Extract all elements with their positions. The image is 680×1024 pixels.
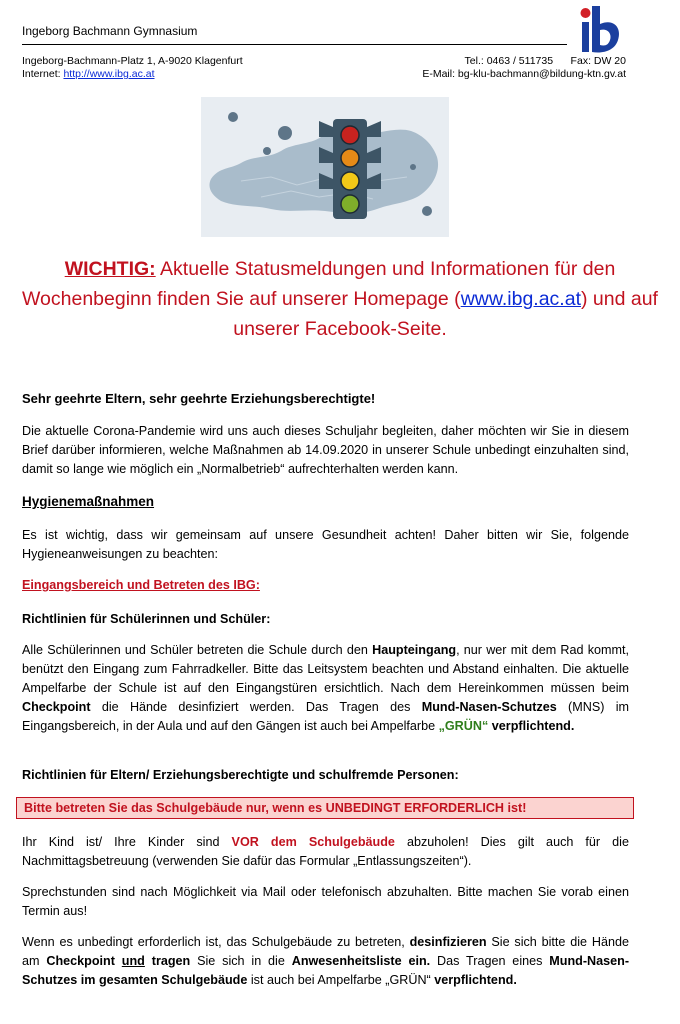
entry-text-2: Sie sich bitte die Hände am [22, 935, 629, 968]
school-address: Ingeborg-Bachmann-Platz 1, A-9020 Klagenfurt [22, 55, 243, 67]
email-address: E-Mail: bg-klu-bachmann@bildung-ktn.gv.at [422, 68, 626, 80]
mns-text: Mund-Nasen-Schutzes [421, 700, 557, 714]
entry-text-1: Wenn es unbedingt erforderlich ist, das Schulgebäude zu betreten, [22, 935, 410, 949]
entry-verpflichtend-text: verpflichtend. [434, 973, 517, 987]
pickup-text-2: abzuholen! Dies gilt auch für die Nachmittagsbetreuung (verwenden Sie dafür das Formular „Entlassungszeiten“). [22, 835, 629, 868]
notice-text-2: ) und auf unserer Facebook-Seite. [233, 288, 658, 340]
intro-paragraph: Die aktuelle Corona-Pandemie wird uns auch dieses Schuljahr begleiten, daher möchten wir Sie in diesem Brief darüber informieren, welche Maßnahmen ab 14.09.2020 in unserer Schule unbedingt einzuhalten sind, damit so lange wie möglich ein „Normalbetrieb“ aufrechterhalten werden kann. [22, 424, 629, 476]
pickup-text-1: Ihr Kind ist/ Ihre Kinder sind [22, 835, 232, 849]
verpflichtend-text: verpflichtend. [491, 719, 575, 733]
important-notice [20, 254, 660, 344]
anwesenheitsliste-text: Anwesenheitsliste ein. [291, 954, 431, 968]
parents-heading: Richtlinien für Eltern/ Erziehungsberechtigte und schulfremde Personen: [22, 768, 459, 782]
wichtig-label: WICHTIG: [64, 258, 156, 280]
internet-line [22, 68, 155, 81]
header-divider [22, 44, 567, 45]
gruen-text: „GRÜN“ [438, 719, 489, 733]
entry-checkpoint-text: Checkpoint [46, 954, 115, 968]
consultation-paragraph: Sprechstunden sind nach Möglichkeit via Mail oder telefonisch abzuhalten. Bitte machen Sie vorab einen Termin aus! [22, 885, 629, 918]
haupteingang-text: Haupteingang [372, 643, 457, 657]
tragen-text: tragen [151, 954, 191, 968]
hygiene-paragraph: Es ist wichtig, dass wir gemeinsam auf unsere Gesundheit achten! Daher bitten wir Sie, folgende Hygieneanweisungen zu beachten: [22, 528, 629, 561]
checkpoint-text: Checkpoint [22, 700, 91, 714]
school-logo [578, 2, 622, 56]
students-heading: Richtlinien für Schülerinnen und Schüler: [22, 612, 271, 626]
und-text: und [121, 954, 145, 968]
pickup-red-text: VOR dem Schulgebäude [231, 835, 395, 849]
entrance-heading: Eingangsbereich und Betreten des IBG: [22, 578, 260, 592]
students-text-2: , nur wer mit dem Rad kommt, benützt den Eingang zum Fahrradkeller. Bitte das Leitsystem beachten und Abstand einhalten. Die aktuelle Ampelfarbe der Schule ist auf den Eingangstüren ersichtlich. Nach dem Hereinkommen müssen beim [22, 643, 629, 695]
homepage-link[interactable]: http://www.ibg.ac.at [63, 68, 155, 80]
alert-box: Bitte betreten Sie das Schulgebäude nur, wenn es UNBEDINGT ERFORDERLICH ist! [16, 797, 634, 819]
internet-label: Internet: [22, 68, 64, 80]
entry-text-3: Sie sich in die [190, 954, 292, 968]
students-text-4: (MNS) im Eingangsbereich, in der Aula und auf den Gängen ist auch bei Ampelfarbe [22, 700, 629, 733]
notice-text-1: Aktuelle Statusmeldungen und Informationen für den Wochenbeginn finden Sie auf unserer Homepage ( [22, 258, 616, 310]
entry-text-4: Das Tragen eines [430, 954, 550, 968]
pickup-paragraph [22, 833, 629, 871]
traffic-light-austria-illustration [201, 97, 449, 237]
entry-text-5: ist auch bei Ampelfarbe „GRÜN“ [247, 973, 435, 987]
students-text-1: Alle Schülerinnen und Schüler betreten die Schule durch den [22, 643, 373, 657]
entry-mns-text: Mund-Nasen-Schutzes im gesamten Schulgebäude [22, 954, 630, 987]
school-name: Ingeborg Bachmann Gymnasium [22, 24, 198, 38]
desinfizieren-text: desinfizieren [409, 935, 487, 949]
students-paragraph [22, 641, 629, 736]
entry-paragraph [22, 933, 629, 990]
salutation: Sehr geehrte Eltern, sehr geehrte Erziehungsberechtigte! [22, 391, 376, 406]
phone-fax: Tel.: 0463 / 511735 Fax: DW 20 [464, 55, 626, 67]
students-text-3: die Hände desinfiziert werden. Das Tragen des [90, 700, 422, 714]
notice-homepage-link[interactable]: www.ibg.ac.at [460, 288, 581, 310]
hygiene-heading: Hygienemaßnahmen [22, 494, 155, 509]
